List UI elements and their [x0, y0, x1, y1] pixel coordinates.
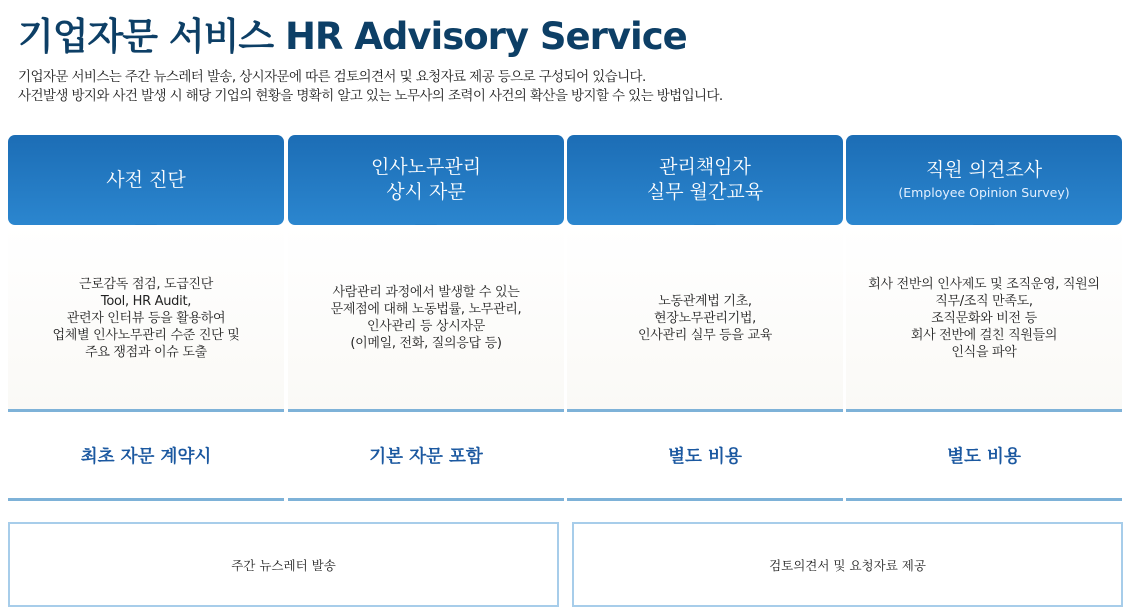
- intro-line: 사건발생 방지와 사건 발생 시 해당 기업의 현황을 명확히 알고 있는 노무사의 조력이 사건의 확산을 방지할 수 있는 방법입니다.: [18, 88, 723, 104]
- column-title: 인사노무관리: [370, 156, 482, 178]
- column-title: 상시 자문: [386, 181, 466, 203]
- body-line: 노동관계법 기초,: [658, 293, 752, 309]
- newsletter-box: [8, 522, 559, 607]
- column-body: [288, 225, 564, 411]
- review-opinion-box: [572, 522, 1123, 607]
- body-line: 근로감독 점검, 도급진단: [78, 276, 214, 292]
- body-line: 주요 쟁점과 이슈 도출: [85, 344, 207, 360]
- body-line: 조직문화와 비전 등: [931, 310, 1037, 326]
- newsletter-label: 주간 뉴스레터 발송: [231, 557, 336, 573]
- price-label: 별도 비용: [668, 446, 742, 467]
- price-row: [567, 409, 843, 501]
- intro-line: 기업자문 서비스는 주간 뉴스레터 발송, 상시자문에 따른 검토의견서 및 요청자료 제공 등으로 구성되어 있습니다.: [18, 69, 646, 85]
- body-line: 사람관리 과정에서 발생할 수 있는: [332, 285, 520, 300]
- column-header: [8, 135, 284, 225]
- page-title: 기업자문 서비스 HR Advisory Service: [18, 15, 687, 58]
- body-line: 직무/조직 만족도,: [935, 293, 1033, 309]
- column-subtitle: (Employee Opinion Survey): [898, 185, 1070, 200]
- service-column-monthly-training: [567, 135, 843, 502]
- column-body: [846, 225, 1122, 411]
- body-line: 업체별 인사노무관리 수준 진단 및: [52, 327, 240, 343]
- body-line: Tool, HR Audit,: [100, 293, 192, 309]
- column-header: [567, 135, 843, 225]
- body-line: 인사관리 실무 등을 교육: [637, 327, 773, 343]
- price-label: 최초 자문 계약시: [80, 446, 212, 467]
- column-body: [567, 225, 843, 411]
- column-title: 관리책임자: [659, 156, 751, 178]
- body-line: 문제점에 대해 노동법률, 노무관리,: [330, 302, 522, 317]
- body-line: 인사관리 등 상시자문: [367, 319, 485, 334]
- body-line: 현장노무관리기법,: [654, 310, 756, 326]
- price-row: [288, 409, 564, 501]
- review-opinion-label: 검토의견서 및 요청자료 제공: [769, 557, 926, 573]
- service-column-opinion-survey: [846, 135, 1122, 502]
- column-header: [846, 135, 1122, 225]
- price-row: [8, 409, 284, 501]
- body-line: (이메일, 전화, 질의응답 등): [350, 336, 502, 351]
- column-title: 사전 진단: [106, 168, 186, 191]
- body-line: 회사 전반의 인사제도 및 조직운영, 직원의: [868, 276, 1100, 292]
- price-row: [846, 409, 1122, 501]
- column-body: [8, 225, 284, 411]
- body-line: 인식을 파악: [951, 344, 1017, 360]
- column-header: [288, 135, 564, 225]
- service-column-advisory: [288, 135, 564, 502]
- price-label: 기본 자문 포함: [369, 446, 483, 467]
- column-title: 실무 월간교육: [646, 181, 764, 203]
- service-columns: [8, 135, 1123, 502]
- body-line: 회사 전반에 걸친 직원들의: [910, 327, 1058, 343]
- price-label: 별도 비용: [947, 446, 1021, 467]
- service-column-pre-diagnosis: [8, 135, 284, 502]
- intro-text: [18, 68, 723, 106]
- column-title: 직원 의견조사: [925, 159, 1043, 181]
- body-line: 관련자 인터뷰 등을 활용하여: [66, 310, 226, 326]
